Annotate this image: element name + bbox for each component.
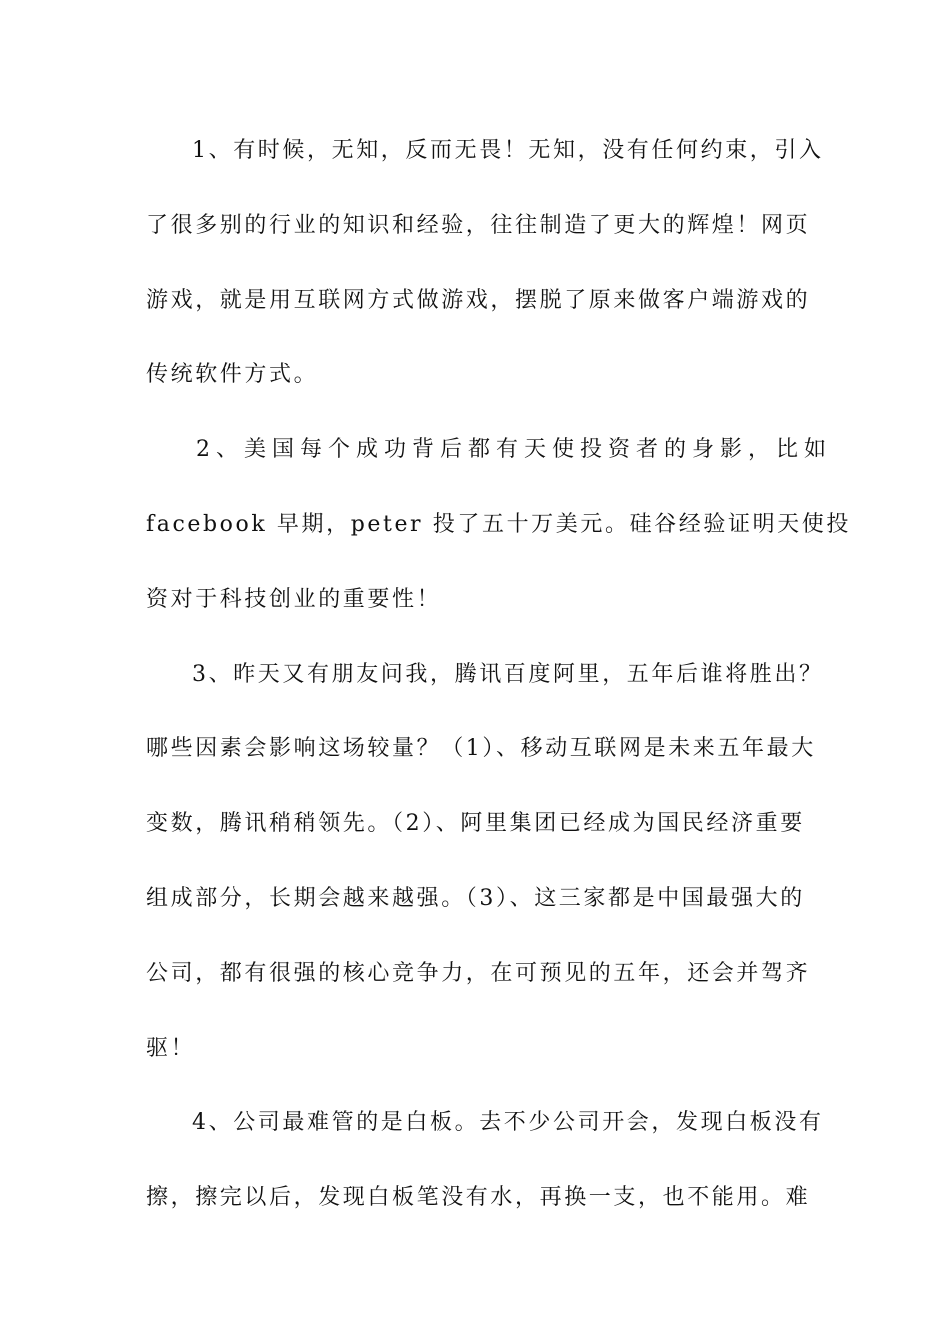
paragraph-3-line-4: 组成部分，长期会越来越强。（3）、这三家都是中国最强大的 (146, 886, 805, 911)
paragraph-3-line-1: 3、昨天又有朋友问我，腾讯百度阿里，五年后谁将胜出？ (192, 662, 824, 687)
paragraph-1-line-3: 游戏，就是用互联网方式做游戏，摆脱了原来做客户端游戏的 (146, 288, 811, 313)
paragraph-3-line-2: 哪些因素会影响这场较量？（1）、移动互联网是未来五年最大 (146, 736, 816, 761)
paragraph-2-line-2: facebook 早期，peter 投了五十万美元。硅谷经验证明天使投 (146, 512, 851, 537)
paragraph-3-line-6: 驱！ (146, 1036, 196, 1061)
paragraph-4-line-2: 擦，擦完以后，发现白板笔没有水，再换一支，也不能用。难 (146, 1185, 811, 1210)
paragraph-2-line-3: 资对于科技创业的重要性！ (146, 587, 442, 612)
paragraph-4-line-1: 4、公司最难管的是白板。去不少公司开会，发现白板没有 (192, 1110, 824, 1135)
paragraph-3-line-3: 变数，腾讯稍稍领先。（2）、阿里集团已经成为国民经济重要 (146, 811, 805, 836)
paragraph-1-line-4: 传统软件方式。 (146, 362, 319, 387)
paragraph-2-line-1: 2、美国每个成功背后都有天使投资者的身影，比如 (196, 437, 832, 462)
paragraph-1-line-2: 了很多别的行业的知识和经验，往往制造了更大的辉煌！网页 (146, 213, 811, 238)
paragraph-1-line-1: 1、有时候，无知，反而无畏！无知，没有任何约束，引入 (192, 138, 824, 163)
paragraph-3-line-5: 公司，都有很强的核心竞争力，在可预见的五年，还会并驾齐 (146, 961, 811, 986)
